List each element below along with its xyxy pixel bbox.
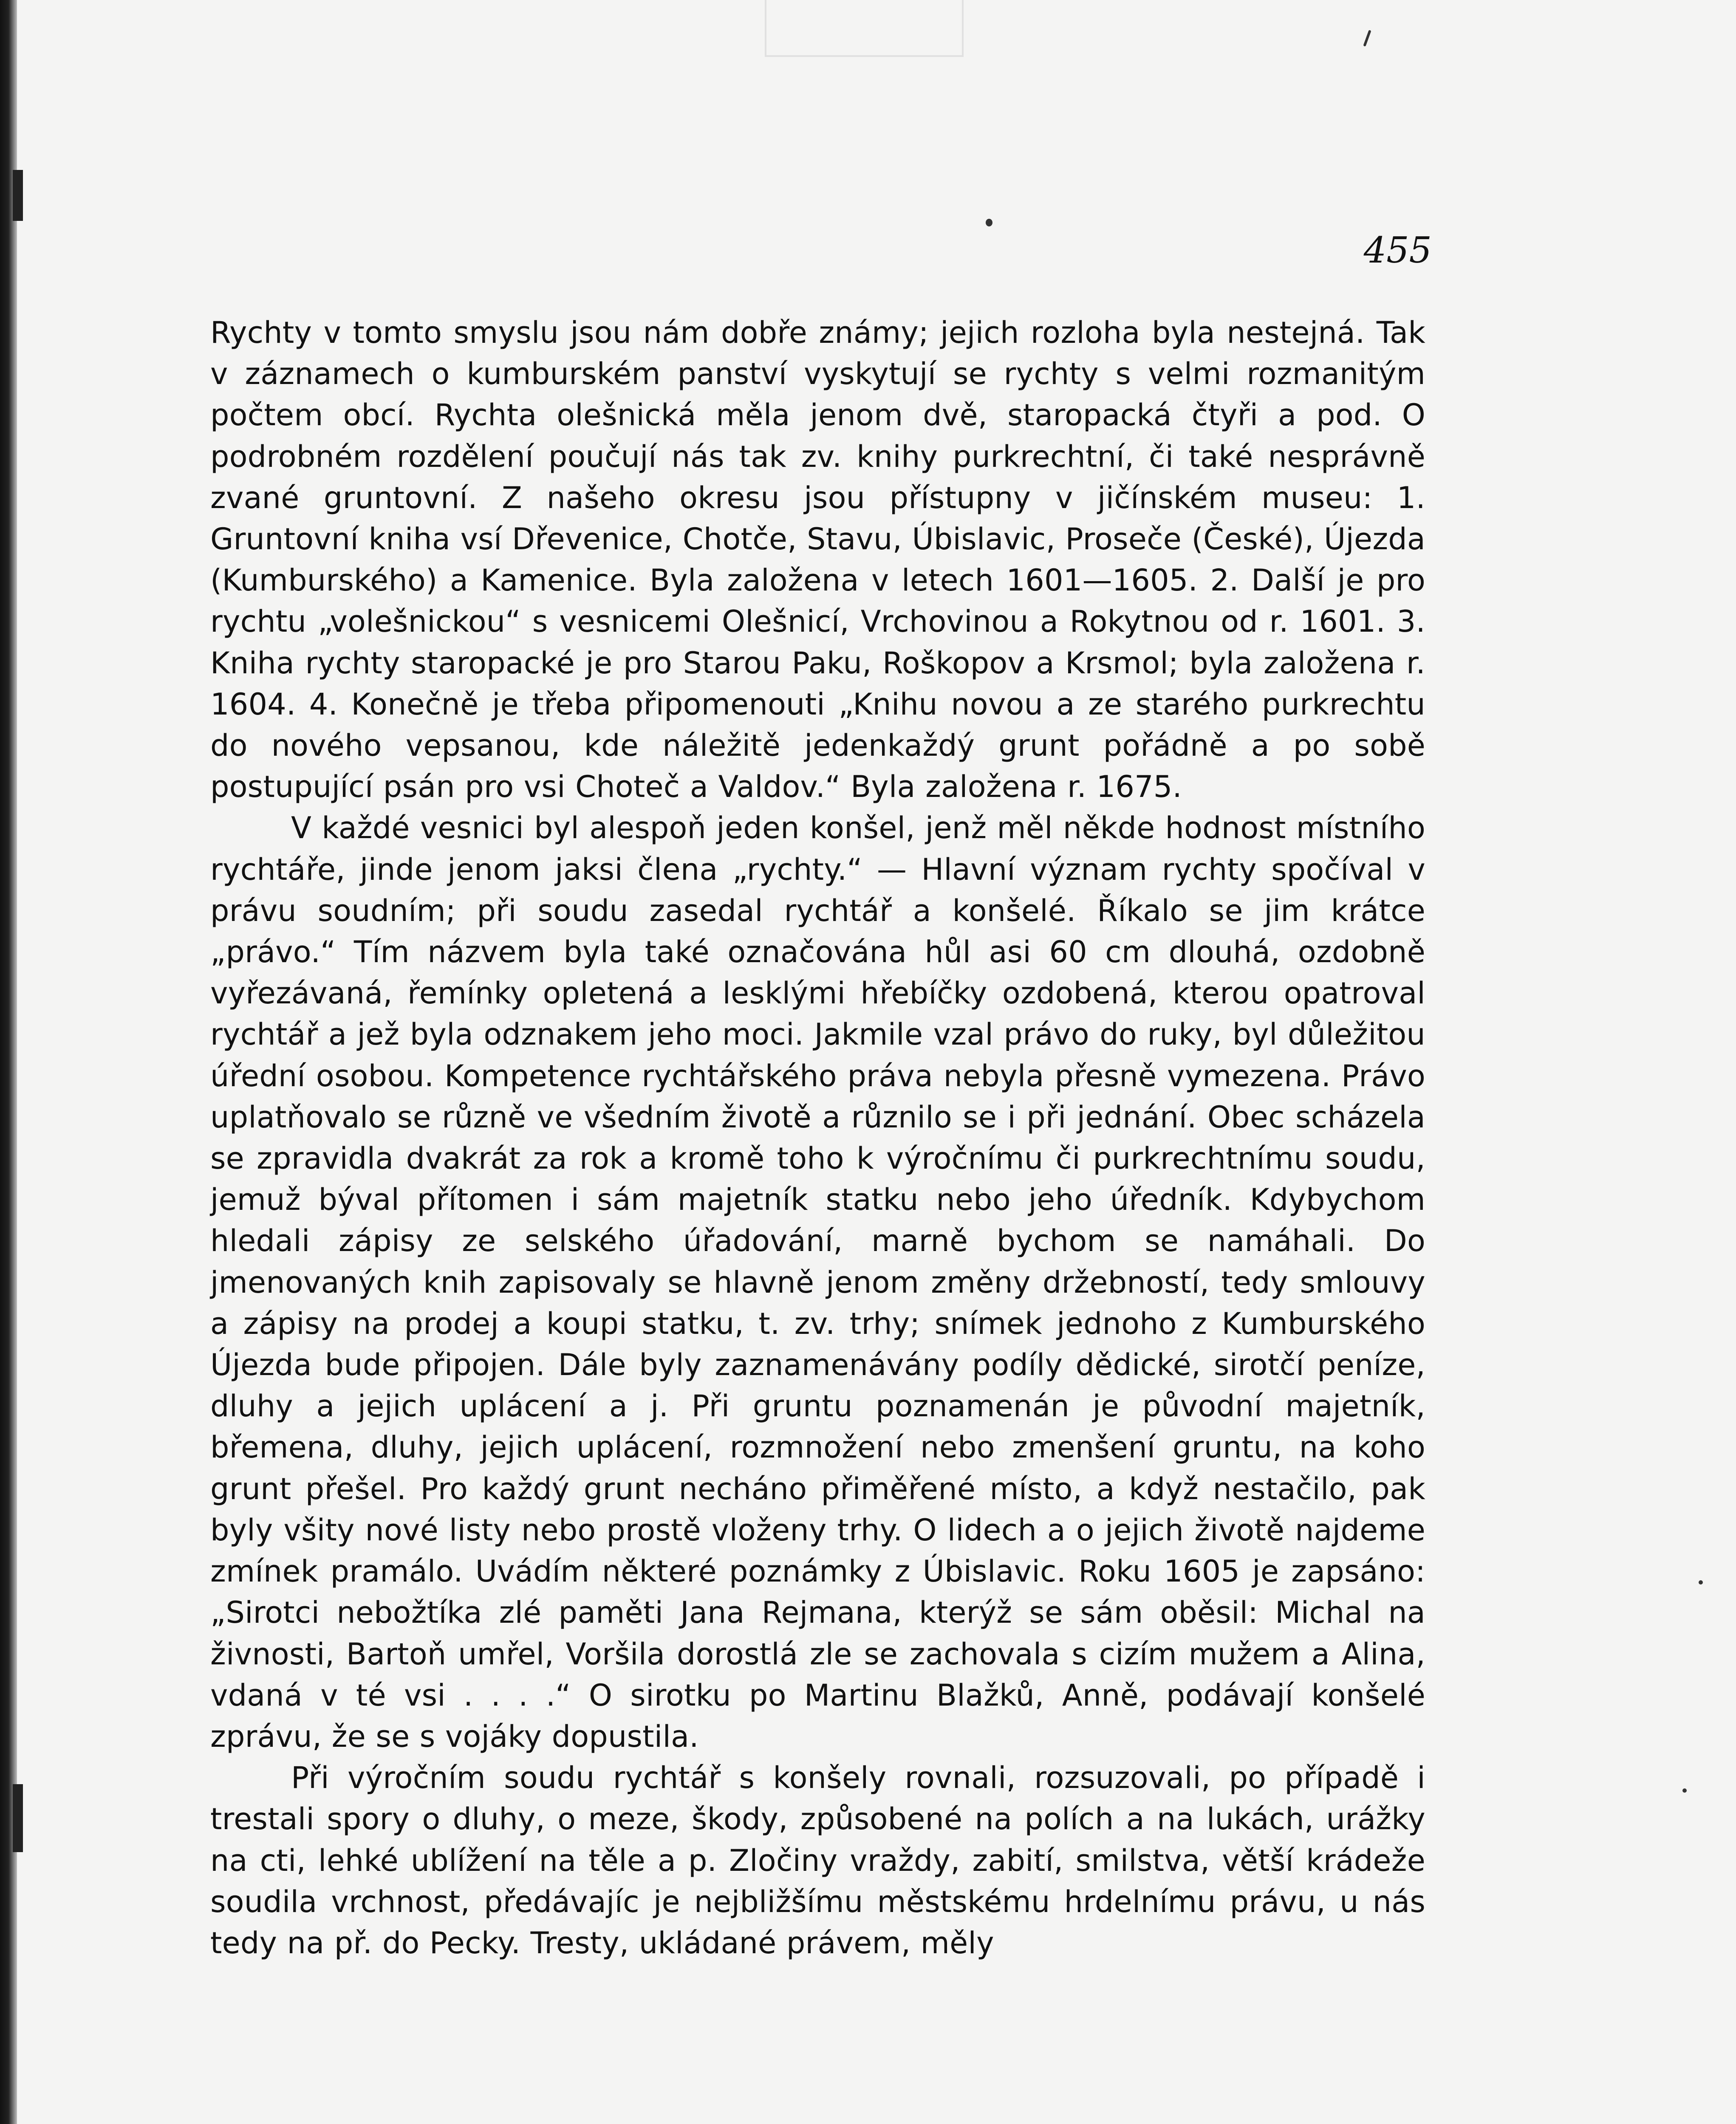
faint-stamp-mark xyxy=(765,0,964,57)
binding-notch xyxy=(13,170,23,221)
ink-speck xyxy=(1699,1580,1703,1585)
paragraph: Při výročním soudu rychtář s konšely rovnali, rozsuzovali, po případě i trestali spory o dluhy, o meze, škody, způsobené na polích a na lukách, urážky na cti, lehké ublížení na těle a p. Zločiny vraždy, zabití, smilstva, větší krádeže soudila vrchnost, předávajíc je nejbližšímu městskému hrdelnímu právu, u nás tedy na př. do Pecky. Tresty, ukládané právem, měly xyxy=(210,1760,1425,1960)
binding-notch xyxy=(13,1784,23,1852)
body-text xyxy=(210,312,1425,1964)
ink-speck xyxy=(986,219,992,226)
page-binding-edge xyxy=(0,0,17,2124)
paragraph: V každé vesnici byl alespoň jeden konšel, jenž měl někde hodnost místního rychtáře, jinde jenom jaksi člena „rychty.“ — Hlavní význam rychty spočíval v právu soudním; při soudu zasedal rychtář a konšelé. Říkalo se jim krátce „právo.“ Tím názvem byla také označována hůl asi 60 cm dlouhá, ozdobně vyřezávaná, řemínky opletená a lesklými hřebíčky ozdobená, kterou opatroval rychtář a jež byla odznakem jeho moci. Jakmile vzal právo do ruky, byl důležitou úřední osobou. Kompetence rychtářského práva nebyla přesně vymezena. Právo uplatňovalo se různě ve všedním životě a různilo se i při jednání. Obec scházela se zpravidla dvakrát za rok a kromě toho k výročnímu či purkrechtnímu soudu, jemuž býval přítomen i sám majetník statku nebo jeho úředník. Kdybychom hledali zápisy ze selského úřadování, marně bychom se namáhali. Do jmenovaných knih zapisovaly se hlavně jenom změny držebností, tedy smlouvy a zápisy na prodej a koupi statku, t. zv. trhy; snímek jednoho z Kumburského Újezda bude připojen. Dále byly zaznamenávány podíly dědické, sirotčí peníze, dluhy a jejich uplácení a j. Při gruntu poznamenán je původní majetník, břemena, dluhy, jejich uplácení, rozmnožení nebo zmenšení gruntu, na koho grunt přešel. Pro každý grunt necháno přiměřené místo, a když nestačilo, pak byly všity nové listy nebo prostě vloženy trhy. O lidech a o jejich životě najdeme zmínek pramálo. Uvádím některé poznámky z Úbislavic. Roku 1605 je zapsáno: „Sirotci nebožtíka zlé paměti Jana Rejmana, kterýž se sám oběsil: Michal na živnosti, Bartoň umřel, Voršila dorostlá zle se zachovala s cizím mužem a Alina, vdaná v té vsi . . . .“ O sirotku po Martinu Blažků, Anně, podávají konšelé zprávu, že se s vojáky dopustila. xyxy=(210,811,1425,1754)
ink-speck xyxy=(1682,1788,1687,1793)
page-number: 455 xyxy=(1363,229,1432,271)
ink-speck xyxy=(1363,30,1371,47)
paragraph: Rychty v tomto smyslu jsou nám dobře známy; jejich rozloha byla nestejná. Tak v záznamech o kumburském panství vyskytují se rychty s velmi rozmanitým počtem obcí. Rychta olešnická měla jenom dvě, staropacká čtyři a pod. O podrobném rozdělení poučují nás tak zv. knihy purkrechtní, či také nesprávně zvané gruntovní. Z našeho okresu jsou přístupny v jičínském museu: 1. Gruntovní kniha vsí Dřevenice, Chotče, Stavu, Úbislavic, Proseče (České), Újezda (Kumburského) a Kamenice. Byla založena v letech 1601—1605. 2. Další je pro rychtu „volešnickou“ s vesnicemi Olešnicí, Vrchovinou a Rokytnou od r. 1601. 3. Kniha rychty staropacké je pro Starou Paku, Roškopov a Krsmol; byla založena r. 1604. 4. Konečně je třeba připomenouti „Knihu novou a ze starého purkrechtu do nového vepsanou, kde náležitě jedenkaždý grunt pořádně a po sobě postupující psán pro vsi Choteč a Valdov.“ Byla založena r. 1675. xyxy=(210,315,1425,805)
